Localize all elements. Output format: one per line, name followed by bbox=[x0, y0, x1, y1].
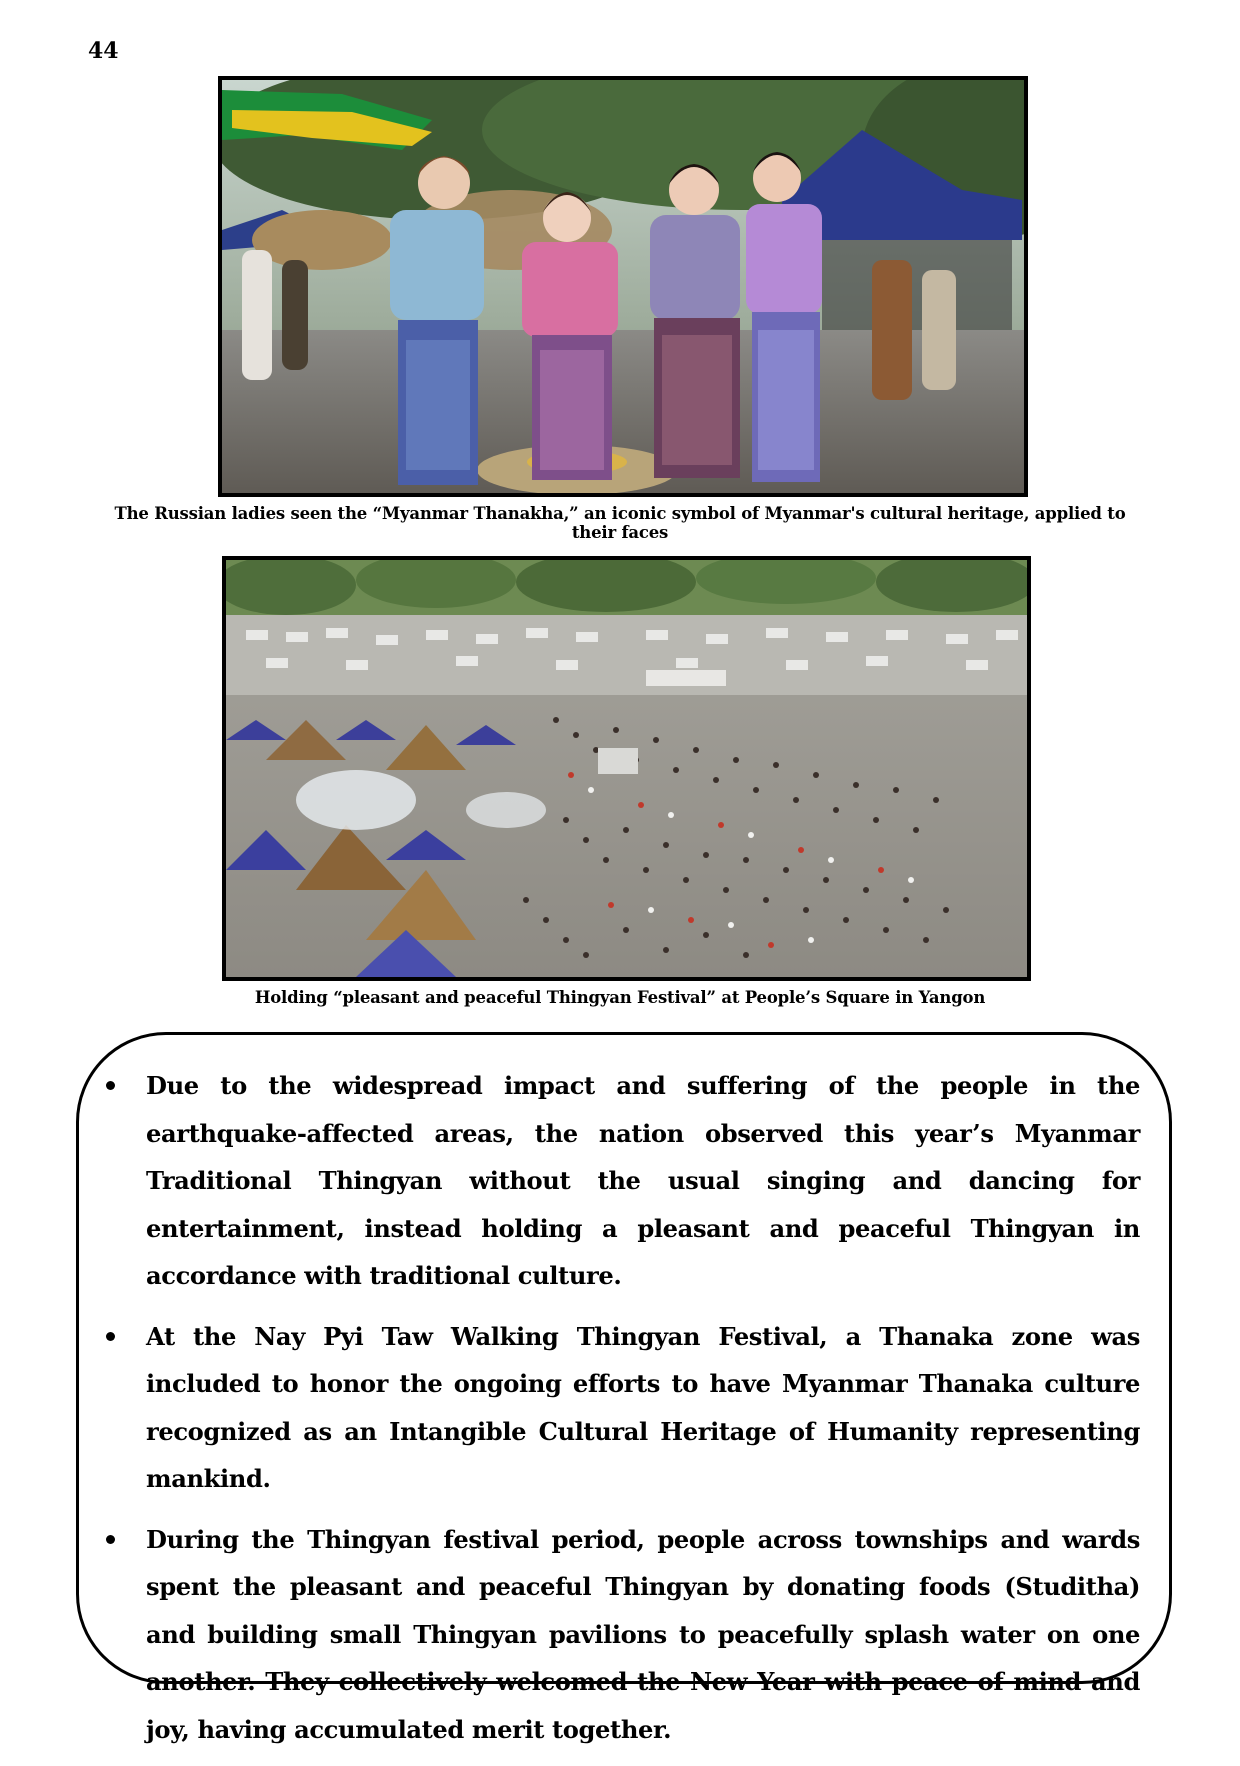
page-number: 44 bbox=[88, 38, 119, 64]
bullet-text: Due to the widespread impact and suffering of the people in the earthquake-affected areas, the nation observed this year’s Myanmar Traditional Thingyan without the usual singing and dancing for entertainment, instead holding a pleasant and peaceful Thingyan in accordance with traditional culture. bbox=[146, 1071, 1140, 1290]
bullet-item-1 bbox=[100, 1062, 1140, 1300]
bullet-dot-icon bbox=[106, 1332, 115, 1341]
thanakha-photo-illustration bbox=[222, 80, 1024, 493]
peoples-square-photo-illustration bbox=[226, 560, 1027, 977]
thanakha-photo bbox=[218, 76, 1028, 497]
bullet-text: At the Nay Pyi Taw Walking Thingyan Festival, a Thanaka zone was included to honor the ongoing efforts to have Myanmar Thanaka culture recognized as an Intangible Cultural Heritage of Humanity representing mankind. bbox=[146, 1321, 1140, 1493]
bullet-item-2 bbox=[100, 1313, 1140, 1503]
figure-caption-2: Holding “pleasant and peaceful Thingyan Festival” at People’s Square in Yangon bbox=[254, 988, 986, 1007]
summary-bullet-list bbox=[100, 1062, 1140, 1766]
figure-caption-1: The Russian ladies seen the “Myanmar Thanakha,” an iconic symbol of Myanmar's cultural heritage, applied to their faces bbox=[114, 504, 1126, 542]
bullet-dot-icon bbox=[106, 1081, 115, 1090]
bullet-text: During the Thingyan festival period, people across townships and wards spent the pleasant and peaceful Thingyan by donating foods (Studitha) and building small Thingyan pavilions to peacefully splash water on one another. They collectively welcomed the New Year with peace of mind and joy, having accumulated merit together. bbox=[146, 1524, 1140, 1744]
bullet-item-3 bbox=[100, 1516, 1140, 1754]
bullet-dot-icon bbox=[106, 1535, 115, 1544]
peoples-square-photo bbox=[222, 556, 1031, 981]
